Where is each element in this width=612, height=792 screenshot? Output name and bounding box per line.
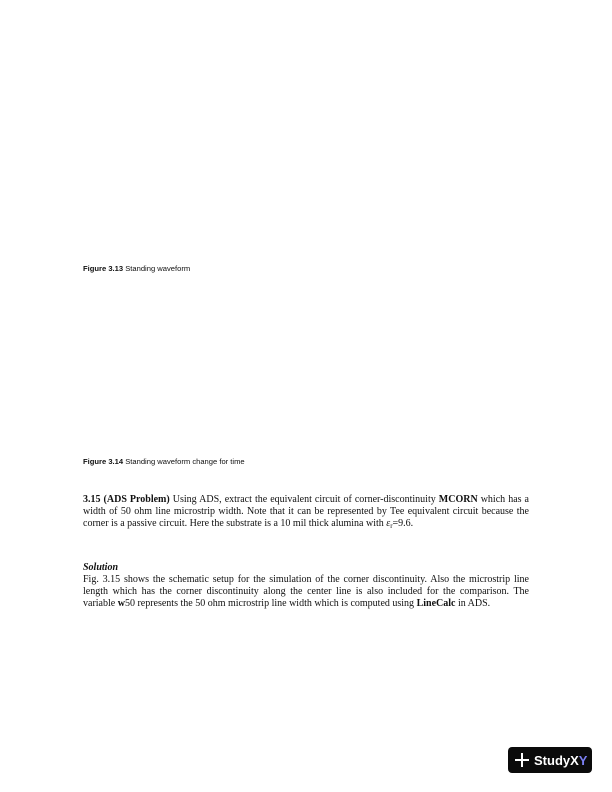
problem-text: which has a width of 50 ohm line microstrip width. Note that it can be represented by Tee equivalent circuit because the corner is a passive circuit. Here the substrate is a 10 mil thick alumina with — [83, 494, 529, 530]
solution-text: 50 represents the 50 ohm microstrip line width which is computed using — [124, 598, 417, 610]
logo-text: StudyX — [534, 752, 579, 768]
epsilon-value: =9.6. — [392, 518, 414, 530]
solution-variable: w — [117, 598, 125, 610]
solution-text: Fig. 3.15 shows the schematic setup for the simulation of the corner discontinuity. Also the microstrip line length which has the corner discontinuity along the center line is also included for the comparison. The variable — [83, 574, 529, 610]
problem-text: Using ADS, extract the equivalent circuit of corner-discontinuity — [169, 494, 439, 505]
solution-paragraph — [83, 574, 529, 611]
solution-tool: LineCalc — [416, 598, 456, 610]
figure-3-14-caption — [83, 458, 245, 466]
problem-heading: 3.15 (ADS Problem) — [83, 494, 170, 505]
figure-number: Figure 3.13 — [83, 264, 124, 273]
problem-paragraph — [83, 494, 529, 533]
epsilon-symbol: ε — [386, 518, 391, 530]
figure-caption-text: Standing waveform change for time — [123, 457, 245, 466]
plus-icon — [515, 753, 529, 767]
figure-number: Figure 3.14 — [83, 457, 124, 466]
figure-3-13-caption — [83, 265, 190, 273]
studyxy-logo[interactable] — [508, 747, 592, 773]
solution-text: in ADS. — [455, 598, 491, 610]
solution-heading: Solution — [83, 562, 119, 573]
problem-term: MCORN — [438, 494, 478, 505]
figure-caption-text: Standing waveform — [123, 264, 191, 273]
logo-accent: Y — [578, 752, 588, 768]
epsilon-subscript: r — [390, 522, 393, 531]
